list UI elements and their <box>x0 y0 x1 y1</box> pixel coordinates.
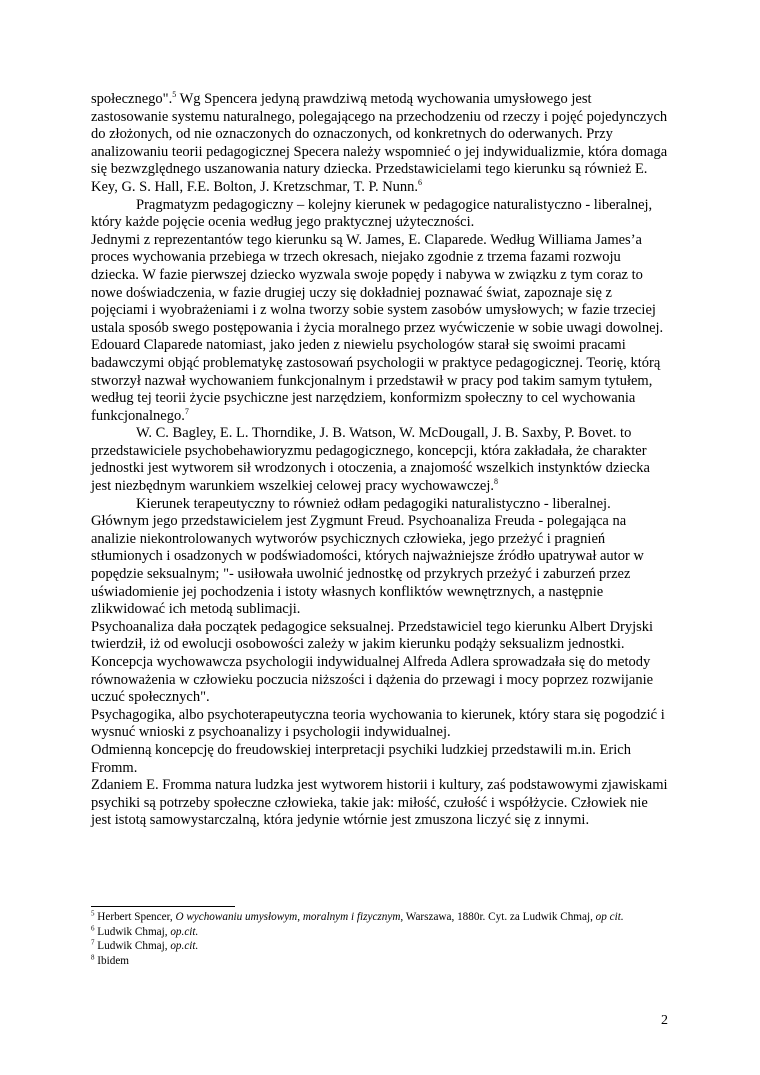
paragraph <box>91 91 671 197</box>
paragraph-text: Psychoanaliza dała początek pedagogice seksualnej. Przedstawiciel tego kierunku Albert Dryjski twierdził, iż od ewolucji osobowości zależy w jakim kierunku podąży seksualizm jednostki. <box>91 618 654 653</box>
paragraph <box>91 197 671 232</box>
paragraph <box>91 742 671 777</box>
paragraph <box>91 513 671 619</box>
footnote <box>91 939 671 954</box>
paragraph <box>91 425 671 495</box>
paragraph-text: Edouard Claparede natomiast, jako jeden z niewielu psychologów starał się swoimi pracami badawczymi objąć problematykę zastosowań psychologii w praktyce pedagogicznej. Teorię, którą stworzył nazwał wychowaniem funkcjonalnym i przedstawił w pracy pod takim samym tytułem, według tej teorii życie psychiczne jest narzędziem, konformizm społeczny to cel wychowania funkcjonalnego. <box>91 337 661 424</box>
page-number: 2 <box>661 1013 668 1028</box>
footnote <box>91 910 671 925</box>
footnote-reference: 5 <box>91 909 95 918</box>
paragraph-text: Koncepcja wychowawcza psychologii indywidualnej Alfreda Adlera sprowadzała się do metody równoważenia w człowieku poczucia niższości i dążenia do przewagi i mocy poprzez rozwijanie uczuć społecznych". <box>91 654 654 706</box>
footnote-reference: 6 <box>91 923 95 932</box>
footnote-separator <box>91 906 235 907</box>
paragraph-text: społecznego". <box>91 91 173 107</box>
paragraph-reference: 6 <box>418 178 423 188</box>
footnote-italic-text: O wychowaniu umysłowym, moralnym i fizycznym, <box>175 911 404 923</box>
paragraph <box>91 496 671 514</box>
paragraph <box>91 777 671 830</box>
body-text <box>91 91 671 830</box>
paragraph-text: Pragmatyzm pedagogiczny – kolejny kierunek w pedagogice naturalistyczno - liberalnej, który każde pojęcie ocenia według jego praktycznej użyteczności. <box>91 196 653 231</box>
paragraph-text: W. C. Bagley, E. L. Thorndike, J. B. Watson, W. McDougall, J. B. Saxby, P. Bovet. to przedstawiciele psychobehawioryzmu pedagogicznego, koncepcji, która zakładała, że charakter jednostki jest wytworem sił wrodzonych i otoczenia, a znajomość wszelkich instynktów dziecka jest niezbędnym warunkiem wszelkiej celowej pracy wychowawczej. <box>91 425 650 495</box>
footnote-text: Warszawa, 1880r. Cyt. za Ludwik Chmaj, <box>403 911 596 923</box>
footnotes <box>91 910 671 968</box>
footnote-italic-text: op.cit. <box>170 925 199 938</box>
footnote-italic-text: op cit. <box>595 911 624 923</box>
paragraph <box>91 232 671 338</box>
paragraph-reference: 7 <box>184 406 189 416</box>
paragraph <box>91 654 671 707</box>
footnote-italic-text: op.cit. <box>170 940 199 952</box>
footnote-text: Herbert Spencer, <box>94 911 176 923</box>
paragraph-text: Głównym jego przedstawicielem jest Zygmunt Freud. Psychoanaliza Freuda - polegająca na analizie niekontrolowanych wytworów psychicznych człowieka, jego przeżyć i pragnień stłumionych i osadzonych w podświadomości, których najważniejsze źródło upatrywał autor w popędzie seksualnym; "- usiłowała uwolnić jednostkę od przykrych przeżyć i zaburzeń przez uświadomienie jej pochodzenia i istoty własnych konfliktów wewnętrznych, a następnie zlikwidować ich metodą sublimacji. <box>91 513 644 618</box>
footnote-text: Ibidem <box>94 954 129 967</box>
paragraph <box>91 707 671 742</box>
footnote-text: Ludwik Chmaj, <box>94 925 171 938</box>
footnote-reference: 8 <box>91 952 95 961</box>
paragraph-text: Kierunek terapeutyczny to również odłam pedagogiki naturalistyczno - liberalnej. <box>136 495 611 512</box>
paragraph-text: Wg Spencera jedyną prawdziwą metodą wychowania umysłowego jest zastosowanie systemu naturalnego, polegającego na przechodzeniu od rzeczy i pojęć pojedynczych do złożonych, od nie oznaczonych do oznaczonych, od konkretnych do oderwanych. Przy analizowaniu teorii pedagogicznej Specera należy wspomnieć o jej indywidualizmie, która domaga się bezwzględnego uszanowania natury dziecka. Przedstawicielami tego kierunku są również E. Key, G. S. Hall, F.E. Bolton, J. Kretzschmar, T. P. Nunn. <box>91 91 668 195</box>
paragraph-text: Odmienną koncepcję do freudowskiej interpretacji psychiki ludzkiej przedstawili m.in. Erich Fromm. <box>91 741 631 776</box>
paragraph-text: Psychagogika, albo psychoterapeutyczna teoria wychowania to kierunek, który stara się pogodzić i wysnuć wnioski z psychoanalizy i psychologii indywidualnej. <box>91 706 665 741</box>
paragraph-reference: 8 <box>494 477 499 487</box>
footnote <box>91 925 671 940</box>
footnote-reference: 7 <box>91 938 95 947</box>
paragraph-reference: 5 <box>172 90 177 100</box>
paragraph <box>91 337 671 425</box>
footnote-text: Ludwik Chmaj, <box>94 940 171 952</box>
footnote <box>91 954 671 969</box>
paragraph-text: Zdaniem E. Fromma natura ludzka jest wytworem historii i kultury, zaś podstawowymi zjawiskami psychiki są potrzeby społeczne człowieka, takie jak: miłość, czułość i współżycie. Człowiek nie jest istotą samowystarczalną, która jedynie wtórnie jest zmuszona liczyć się z innymi. <box>91 777 668 829</box>
paragraph-text: Jednymi z reprezentantów tego kierunku są W. James, E. Claparede. Według Williama James’a proces wychowania przebiega w trzech okresach, niejako zgodnie z trzema fazami rozwoju dziecka. W fazie pierwszej dziecko wyzwala swoje popędy i nabywa w związku z tym coraz to nowe doświadczenia, w fazie drugiej uczy się dokładniej poznawać świat, zapoznaje się z pojęciami i wyobrażeniami i z wolna tworzy sobie system zasobów umysłowych; w fazie trzeciej ustala sposób swego postępowania i życia moralnego przez wyćwiczenie w sobie uwagi dowolnej. <box>91 231 664 336</box>
paragraph <box>91 619 671 654</box>
